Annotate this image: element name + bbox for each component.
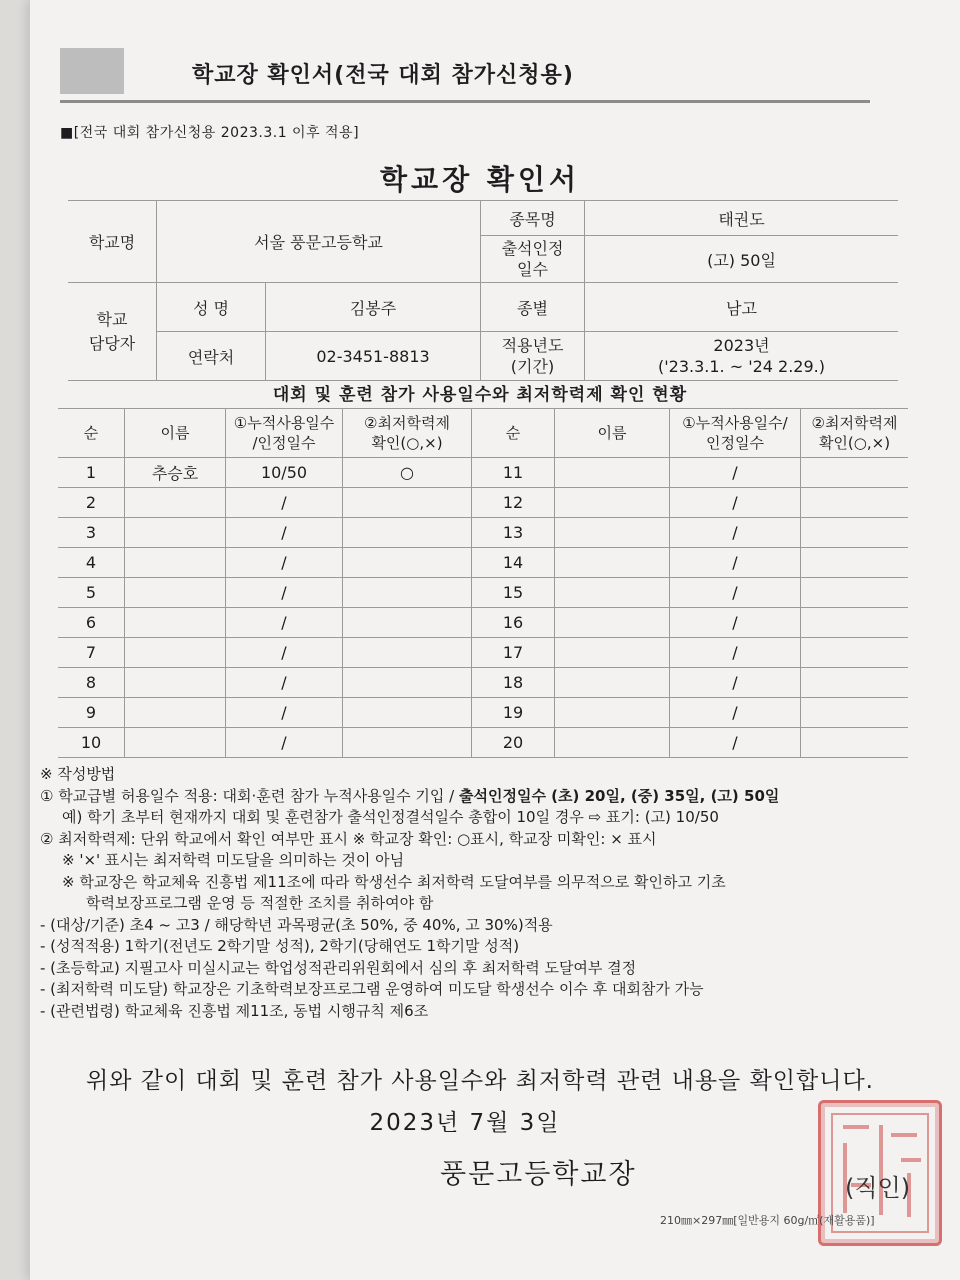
col-days: ①누적사용일수 /인정일수 xyxy=(226,409,343,458)
form-header xyxy=(60,44,870,103)
cell-name xyxy=(125,518,226,548)
cell-min xyxy=(343,578,472,608)
writing-method xyxy=(40,764,920,1022)
cell-name2 xyxy=(555,488,670,518)
table-row xyxy=(58,608,908,638)
form-title: 학교장 확인서(전국 대회 참가신청용) xyxy=(192,63,574,88)
cell-days2: / xyxy=(670,728,801,758)
event-label: 종목명 xyxy=(481,201,585,236)
person-name: 김봉주 xyxy=(266,283,481,332)
table-row xyxy=(58,518,908,548)
cell-days2: / xyxy=(670,488,801,518)
method-item-2: - (성적적용) 1학기(전년도 2학기말 성적), 2학기(당해연도 1학기말 성적) xyxy=(40,937,520,955)
school-name: 서울 풍문고등학교 xyxy=(157,201,481,283)
table-row xyxy=(58,728,908,758)
cell-name2 xyxy=(555,698,670,728)
cell-no2: 20 xyxy=(472,728,555,758)
cell-name2 xyxy=(555,728,670,758)
cell-name2 xyxy=(555,638,670,668)
seal-stroke xyxy=(901,1158,921,1162)
method-line-2b: ※ '×' 표시는 최저학력 미도달을 의미하는 것이 아님 xyxy=(62,851,405,869)
cell-no: 6 xyxy=(58,608,125,638)
col-min2: ②최저학력제 확인(○,×) xyxy=(801,409,909,458)
method-item-4: - (최저학력 미도달) 학교장은 기초학력보장프로그램 운영하여 미도달 학생선수 이수 후 대회참가 가능 xyxy=(40,980,704,998)
usage-table xyxy=(58,408,908,758)
cell-min2 xyxy=(801,548,909,578)
cell-min2 xyxy=(801,698,909,728)
cell-days: / xyxy=(226,548,343,578)
cell-no2: 15 xyxy=(472,578,555,608)
cell-days: / xyxy=(226,608,343,638)
year-period: ('23.3.1. ~ '24 2.29.) xyxy=(658,357,825,376)
attendance-value: (고) 50일 xyxy=(585,236,899,283)
cell-name2 xyxy=(555,458,670,488)
cell-days: / xyxy=(226,638,343,668)
cell-days2: / xyxy=(670,608,801,638)
cell-no2: 12 xyxy=(472,488,555,518)
cell-name2 xyxy=(555,608,670,638)
cell-days2: / xyxy=(670,578,801,608)
cell-min2 xyxy=(801,578,909,608)
contact-value: 02-3451-8813 xyxy=(266,332,481,381)
method-line-3: ※ 학교장은 학교체육 진흥법 제11조에 따라 학생선수 최저학력 도달여부를 의무적으로 확인하고 기초 xyxy=(62,872,726,891)
cell-days2: / xyxy=(670,458,801,488)
method-line-2: ② 최저학력제: 단위 학교에서 확인 여부만 표시 ※ 학교장 확인: ○표시, 학교장 미확인: × 표시 xyxy=(40,829,657,848)
cell-days: / xyxy=(226,698,343,728)
cell-days: / xyxy=(226,668,343,698)
method-title: ※ 작성방법 xyxy=(40,765,116,783)
year-cell xyxy=(585,332,899,381)
table-row xyxy=(58,698,908,728)
col-no: 순 xyxy=(58,409,125,458)
document-title: 학교장 확인서 xyxy=(379,163,581,196)
header-gray-block xyxy=(60,48,124,94)
cell-name xyxy=(125,488,226,518)
info-table xyxy=(68,200,898,381)
cell-no2: 16 xyxy=(472,608,555,638)
table-row xyxy=(58,548,908,578)
person-name-label: 성 명 xyxy=(157,283,266,332)
cell-min: ○ xyxy=(343,458,472,488)
cell-no2: 13 xyxy=(472,518,555,548)
col-name2: 이름 xyxy=(555,409,670,458)
cell-min2 xyxy=(801,458,909,488)
cell-days2: / xyxy=(670,698,801,728)
cell-days2: / xyxy=(670,638,801,668)
confirm-text: 위와 같이 대회 및 훈련 참가 사용일수와 최저학력 관련 내용을 확인합니다. xyxy=(86,1068,874,1094)
cell-no: 3 xyxy=(58,518,125,548)
cell-no2: 18 xyxy=(472,668,555,698)
table-row xyxy=(58,668,908,698)
seal-label: (직인) xyxy=(845,1174,911,1202)
cell-no2: 17 xyxy=(472,638,555,668)
principal-title: 풍문고등학교장 xyxy=(440,1159,637,1190)
method-item-5: - (관련법령) 학교체육 진흥법 제11조, 동법 시행규칙 제6조 xyxy=(40,1001,429,1020)
method-line-1b: 출석인정일수 (초) 20일, (중) 35일, (고) 50일 xyxy=(459,786,780,805)
cell-days2: / xyxy=(670,668,801,698)
cell-min2 xyxy=(801,488,909,518)
method-item-3: - (초등학교) 지필고사 미실시교는 학업성적관리위원회에서 심의 후 최저학력 도달여부 결정 xyxy=(40,958,637,977)
cell-days: / xyxy=(226,578,343,608)
col-days2: ①누적사용일수/ 인정일수 xyxy=(670,409,801,458)
paper-spec: 210㎜×297㎜[일반용지 60g/㎡(재활용품)] xyxy=(660,1214,875,1227)
cell-days: 10/50 xyxy=(226,458,343,488)
cell-no: 1 xyxy=(58,458,125,488)
cell-no: 5 xyxy=(58,578,125,608)
category-value: 남고 xyxy=(585,283,899,332)
cell-min xyxy=(343,668,472,698)
cell-name xyxy=(125,638,226,668)
cell-name xyxy=(125,728,226,758)
cell-min xyxy=(343,488,472,518)
cell-min2 xyxy=(801,728,909,758)
cell-name xyxy=(125,548,226,578)
cell-min xyxy=(343,518,472,548)
cell-min xyxy=(343,608,472,638)
method-line-3b: 학력보장프로그램 운영 등 적절한 조치를 취하여야 함 xyxy=(86,894,434,912)
year-value: 2023년 xyxy=(713,336,770,355)
col-no2: 순 xyxy=(472,409,555,458)
year-label: 적용년도 (기간) xyxy=(481,332,585,381)
cell-min xyxy=(343,698,472,728)
cell-days2: / xyxy=(670,518,801,548)
cell-min xyxy=(343,638,472,668)
cell-no2: 11 xyxy=(472,458,555,488)
cell-no: 7 xyxy=(58,638,125,668)
cell-min xyxy=(343,548,472,578)
seal-stroke xyxy=(843,1125,869,1129)
cell-days: / xyxy=(226,518,343,548)
cell-no: 2 xyxy=(58,488,125,518)
method-line-1c: 예) 학기 초부터 현재까지 대회 및 훈련참가 출석인정결석일수 총합이 10일 경우 ⇨ 표기: (고) 10/50 xyxy=(62,808,719,826)
table-row xyxy=(58,458,908,488)
cell-name2 xyxy=(555,548,670,578)
table-row xyxy=(58,488,908,518)
method-line-1a: ① 학교급별 허용일수 적용: 대회·훈련 참가 누적사용일수 기입 / xyxy=(40,786,459,805)
cell-no: 9 xyxy=(58,698,125,728)
cell-days: / xyxy=(226,728,343,758)
cell-no2: 19 xyxy=(472,698,555,728)
issue-date: 2023년 7월 3일 xyxy=(369,1110,561,1136)
cell-days2: / xyxy=(670,548,801,578)
school-name-label: 학교명 xyxy=(68,201,157,283)
cell-name2 xyxy=(555,578,670,608)
cell-name xyxy=(125,668,226,698)
cell-no: 10 xyxy=(58,728,125,758)
applied-note: ■[전국 대회 참가신청용 2023.3.1 이후 적용] xyxy=(60,125,360,141)
col-name: 이름 xyxy=(125,409,226,458)
cell-name2 xyxy=(555,668,670,698)
cell-no: 4 xyxy=(58,548,125,578)
method-line-1 xyxy=(40,786,920,808)
table-row xyxy=(58,638,908,668)
cell-min2 xyxy=(801,608,909,638)
cell-name xyxy=(125,698,226,728)
seal-stroke xyxy=(891,1133,917,1137)
cell-min2 xyxy=(801,638,909,668)
attendance-label: 출석인정 일수 xyxy=(481,236,585,283)
usage-section-title: 대회 및 훈련 참가 사용일수와 최저학력제 확인 현황 xyxy=(272,385,688,405)
cell-no2: 14 xyxy=(472,548,555,578)
cell-days: / xyxy=(226,488,343,518)
table-row xyxy=(58,578,908,608)
contact-label: 연락처 xyxy=(157,332,266,381)
cell-name: 추승호 xyxy=(125,458,226,488)
manager-label: 학교 담당자 xyxy=(68,283,157,381)
col-min: ②최저학력제 확인(○,×) xyxy=(343,409,472,458)
cell-name xyxy=(125,578,226,608)
cell-min2 xyxy=(801,518,909,548)
event-value: 태권도 xyxy=(585,201,899,236)
method-item-1: - (대상/기준) 초4 ~ 고3 / 해당학년 과목평균(초 50%, 중 40%, 고 30%)적용 xyxy=(40,915,553,934)
cell-min2 xyxy=(801,668,909,698)
cell-no: 8 xyxy=(58,668,125,698)
cell-name2 xyxy=(555,518,670,548)
cell-min xyxy=(343,728,472,758)
cell-name xyxy=(125,608,226,638)
category-label: 종별 xyxy=(481,283,585,332)
